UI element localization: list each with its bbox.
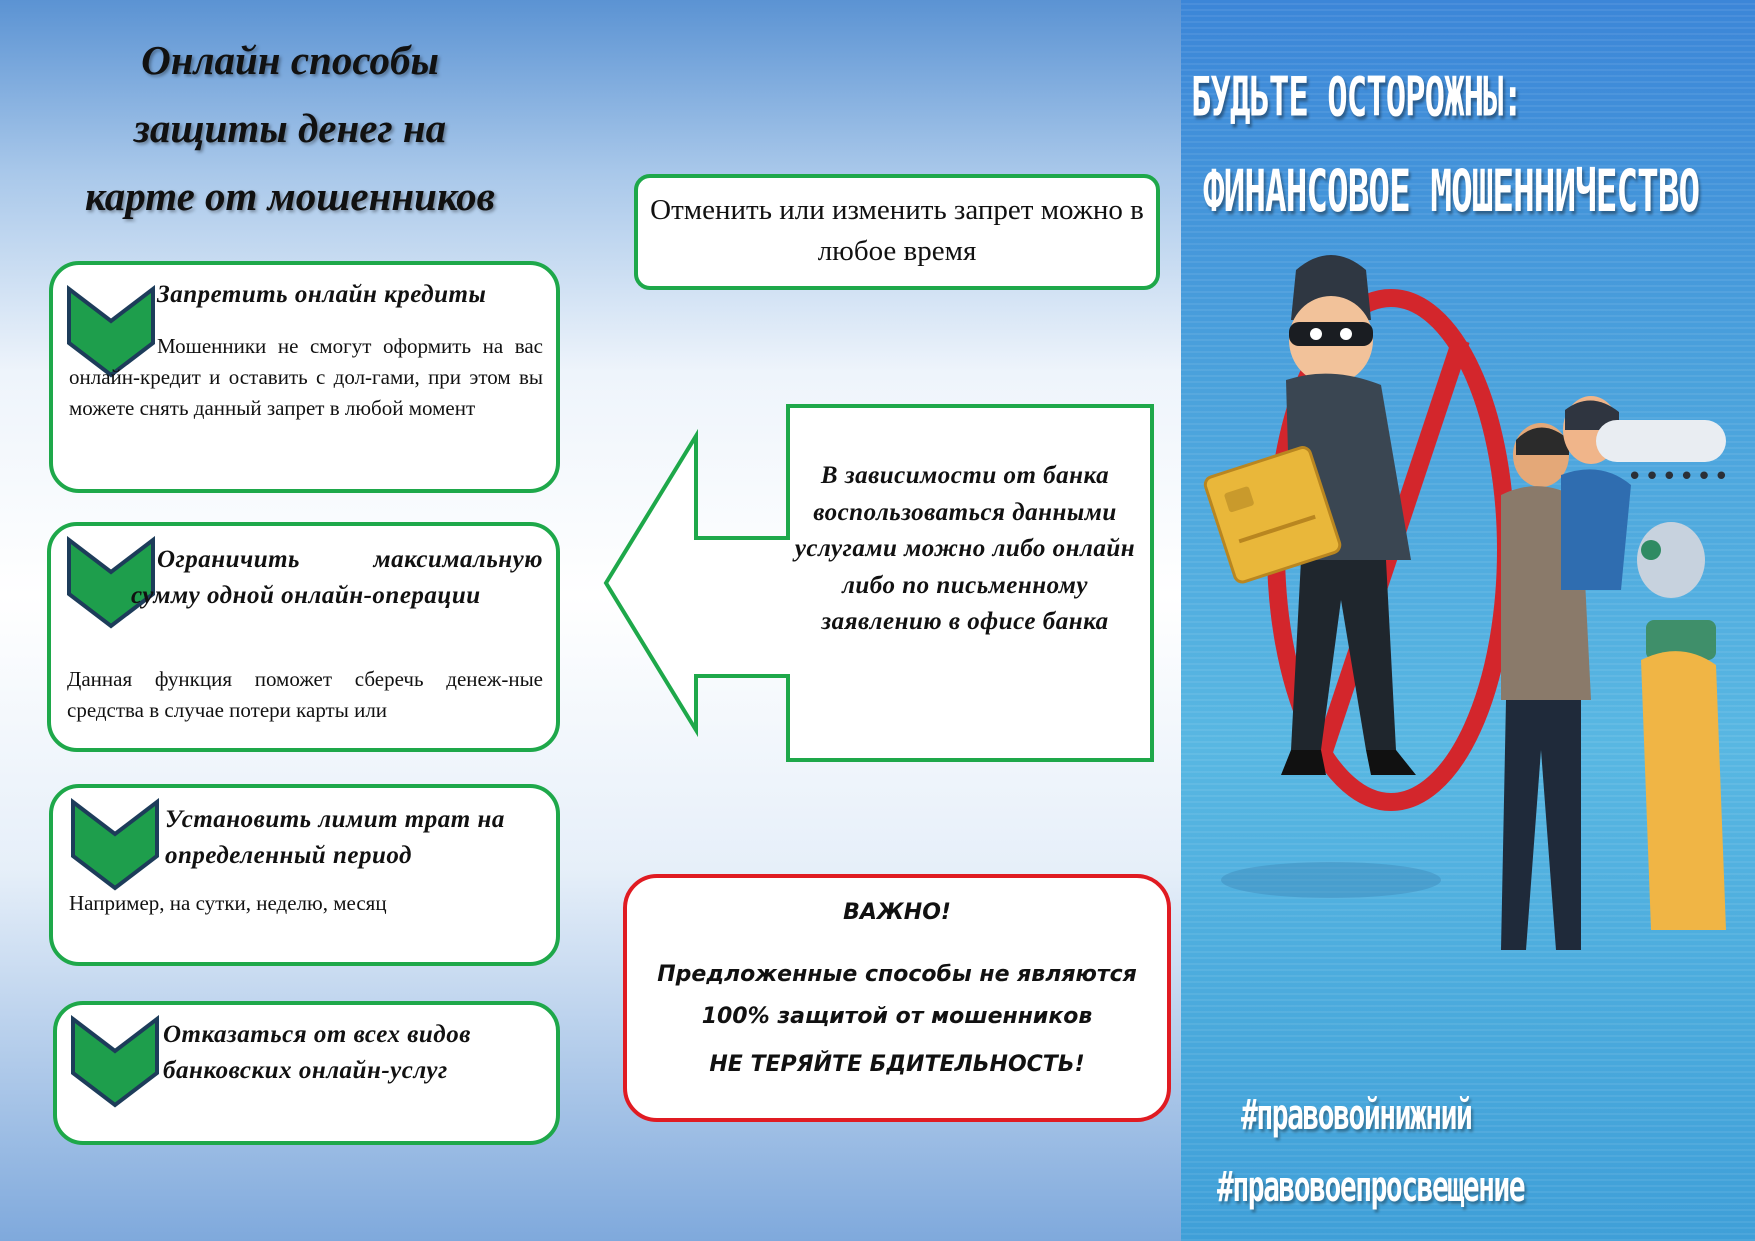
- poster-heading-2: ФИНАНСОВОЕ МОШЕННИЧЕСТВО: [1203, 160, 1700, 226]
- card-body: [69, 331, 543, 424]
- warning-text: [627, 954, 1167, 1038]
- warning-box: [623, 874, 1171, 1122]
- card-heading: Установить лимит трат на определенный период: [165, 806, 505, 869]
- card-heading-text: Ограничить максимальную сумму одной онлайн-операции: [131, 546, 543, 609]
- page-title: [40, 26, 540, 230]
- title-line-2: защиты денег на: [133, 105, 447, 151]
- fraud-poster: [1181, 0, 1755, 1241]
- chevron-icon: [69, 798, 161, 894]
- warning-title: ВАЖНО!: [843, 900, 951, 925]
- card-body: Например, на сутки, неделю, месяц: [69, 891, 387, 915]
- hashtag-pravovoe-prosveschenie: #правовоепросвещение: [1217, 1162, 1525, 1212]
- hashtag-pravovoy-nizhniy: #правовойнижний: [1241, 1090, 1472, 1140]
- card-refuse-online-services: [53, 1001, 560, 1145]
- card-disable-online-credits: [49, 261, 560, 493]
- card-heading: Отказаться от всех видов банковских онлайн-услуг: [163, 1021, 471, 1084]
- poster-heading-1: БУДЬТЕ ОСТОРОЖНЫ:: [1191, 66, 1522, 130]
- warning-text-content: Предложенные способы не являются 100% защитой от мошенников: [657, 962, 1137, 1029]
- title-line-3: карте от мошенников: [85, 173, 495, 219]
- title-line-1: Онлайн способы: [141, 37, 439, 83]
- card-heading: [131, 542, 543, 614]
- card-heading: Запретить онлайн кредиты: [157, 281, 487, 308]
- card-body: Данная функция поможет сберечь денеж-ные средства в случае потери карты или: [67, 667, 543, 722]
- note-text: Отменить или изменить запрет можно в любое время: [650, 194, 1144, 267]
- card-body-text: Мошенники не смогут оформить на вас онлайн-кредит и оставить с дол-гами, при этом вы можете снять данный запрет в любой момент: [69, 334, 543, 420]
- card-spending-limit: [49, 784, 560, 966]
- fraud-illustration: [1181, 230, 1755, 1100]
- chevron-icon: [69, 1015, 161, 1111]
- arrow-callout-text: В зависимости от банка воспользоваться данными услугами можно либо онлайн либо по письменному заявлению в офисе банка: [794, 462, 1136, 635]
- password-dots: ••••••: [1627, 462, 1732, 492]
- note-box: [634, 174, 1160, 290]
- card-limit-operation: [47, 522, 560, 752]
- warning-call-to-action: НЕ ТЕРЯЙТЕ БДИТЕЛЬНОСТЬ!: [709, 1052, 1085, 1077]
